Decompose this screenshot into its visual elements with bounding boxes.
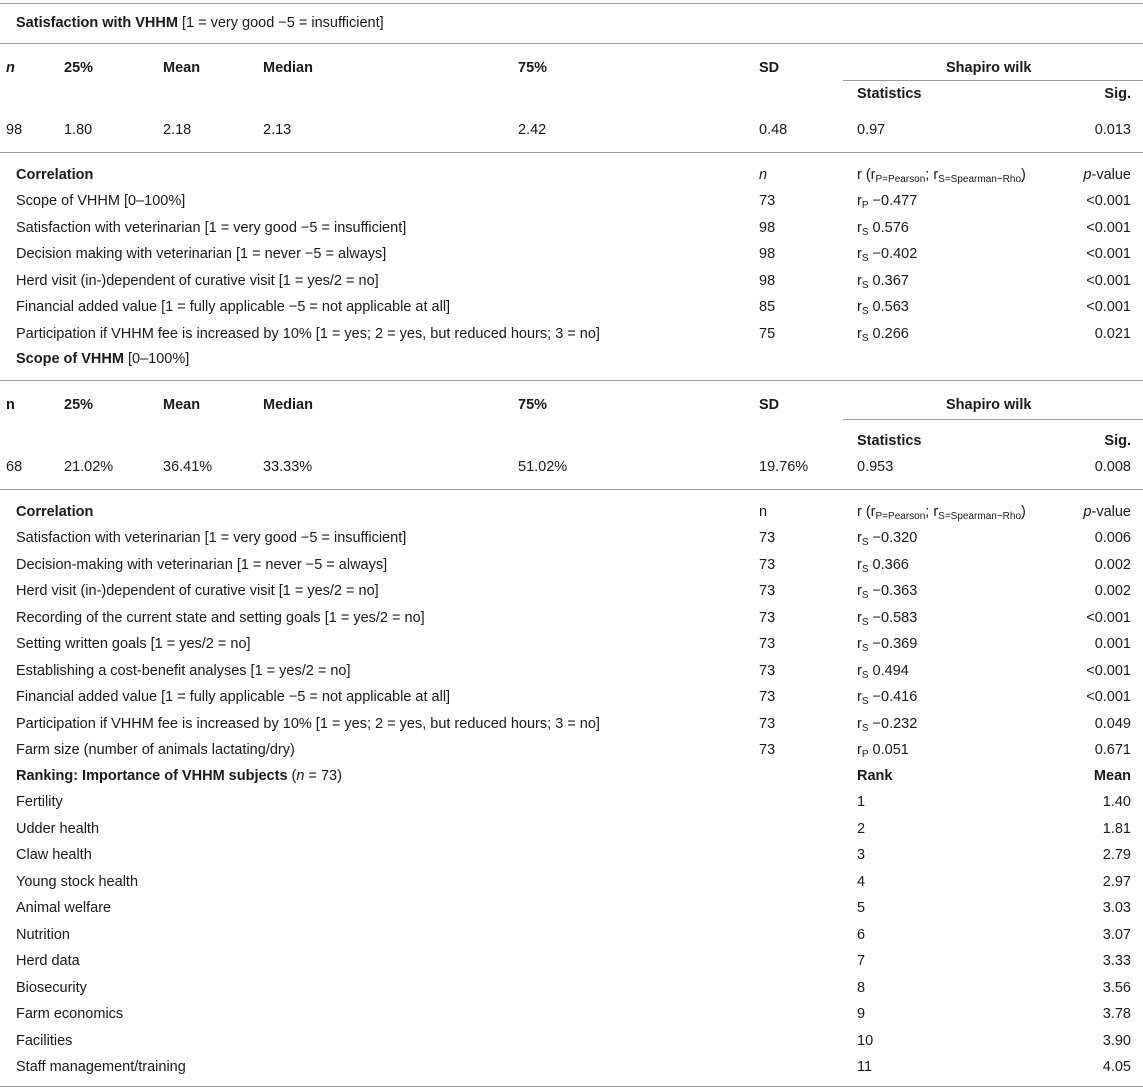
correlation-row-label: Decision-making with veterinarian [1 = never −5 = always] xyxy=(16,556,388,573)
section2-value-sig: 0.008 xyxy=(1094,459,1131,475)
correlation-row-r: $r_S$ 0.366 xyxy=(857,556,909,575)
section1-correlation-n-header: n xyxy=(759,167,768,183)
correlation-row-p: 0.049 xyxy=(1094,715,1131,732)
correlation-row-p: 0.006 xyxy=(1094,530,1131,546)
section2-header-shapiro: Shapiro wilk xyxy=(946,397,1032,413)
ranking-row-mean: 3.03 xyxy=(1102,900,1131,916)
section2-header-median: Median xyxy=(263,397,313,413)
correlation-row-label: Herd visit (in-)dependent of curative visit [1 = yes/2 = no] xyxy=(16,583,379,599)
ranking-row-rank: 4 xyxy=(857,873,866,890)
ranking-mean-header: Mean xyxy=(1093,768,1131,784)
correlation-row-p: <0.001 xyxy=(1086,609,1131,626)
section2-header-sig: Sig. xyxy=(1104,433,1131,449)
correlation-row-n: 98 xyxy=(759,246,776,262)
ranking-row-mean: 3.56 xyxy=(1102,979,1131,996)
correlation-row-n: 98 xyxy=(759,272,776,289)
section1-value-p75: 2.42 xyxy=(518,122,547,138)
correlation-row-n: 73 xyxy=(759,530,776,546)
section2-title: Scope of VHHM xyxy=(16,351,124,367)
correlation-row-r: $r_S -0.416$ xyxy=(857,689,918,707)
correlation-row-r: $r_S$ 0.367 xyxy=(857,272,909,291)
correlation-row-p: <0.001 xyxy=(1086,193,1131,209)
section1-header-statistics: Statistics xyxy=(857,86,922,102)
section1-header-shapiro: Shapiro wilk xyxy=(946,60,1032,76)
rule-bottom xyxy=(0,1086,1143,1087)
correlation-row-r: $r_S -0.320$ xyxy=(857,530,918,548)
correlation-row-n: 73 xyxy=(759,636,776,652)
correlation-row-r: $r_S -0.583$ xyxy=(857,609,918,628)
section1-value-statistics: 0.97 xyxy=(857,122,886,138)
correlation-row-r: $r_P$ 0.051 xyxy=(857,742,909,760)
correlation-row-p: 0.002 xyxy=(1094,556,1131,573)
rule-shapiro xyxy=(843,80,1143,81)
section1-title-line xyxy=(16,14,384,32)
section2-header-sd: SD xyxy=(759,397,780,413)
section1-value-median: 2.13 xyxy=(263,122,292,138)
ranking-rank-header: Rank xyxy=(857,768,893,784)
section1-value-sd: 0.48 xyxy=(759,122,788,138)
correlation-row-label: Financial added value [1 = fully applicable −5 = not applicable at all] xyxy=(16,689,451,705)
section2-title-line xyxy=(16,350,189,368)
correlation-row-label: Financial added value [1 = fully applicable −5 = not applicable at all] xyxy=(16,299,451,315)
ranking-row-mean: 4.05 xyxy=(1102,1059,1131,1075)
section1-value-p25: 1.80 xyxy=(64,122,93,138)
ranking-row-rank: 6 xyxy=(857,926,866,943)
ranking-row-rank: 8 xyxy=(857,979,866,996)
correlation-row-p: <0.001 xyxy=(1086,662,1131,679)
correlation-row-n: 85 xyxy=(759,299,776,315)
ranking-row-mean: 3.90 xyxy=(1102,1032,1131,1049)
section2-value-statistics: 0.953 xyxy=(857,459,894,475)
correlation-row-label: Participation if VHHM fee is increased by 10% [1 = yes; 2 = yes, but reduced hours; 3 = no] xyxy=(16,715,600,732)
correlation-row-n: 98 xyxy=(759,219,776,236)
ranking-row-rank: 2 xyxy=(857,820,866,837)
ranking-row-label: Udder health xyxy=(16,820,100,837)
correlation-row-label: Recording of the current state and setting goals [1 = yes/2 = no] xyxy=(16,609,425,626)
correlation-row-r: $r_S$ 0.494 xyxy=(857,662,909,681)
ranking-row-label: Animal welfare xyxy=(16,900,112,916)
section2-value-p25: 21.02% xyxy=(64,459,114,475)
correlation-row-p: 0.002 xyxy=(1094,583,1131,599)
ranking-row-mean: 3.78 xyxy=(1102,1006,1131,1022)
ranking-title: Ranking: Importance of VHHM subjects xyxy=(16,768,288,784)
section1-header-median: Median xyxy=(263,60,313,76)
section1-header-p75: 75% xyxy=(518,60,548,76)
correlation-row-p: 0.671 xyxy=(1094,742,1131,758)
rule-top xyxy=(0,3,1143,4)
section1-correlation-label: Correlation xyxy=(16,167,94,183)
ranking-row-label: Herd data xyxy=(16,953,80,969)
ranking-row-label: Biosecurity xyxy=(16,979,87,996)
section2-correlation-n-header: n xyxy=(759,504,768,520)
ranking-row-label: Young stock health xyxy=(16,873,139,890)
correlation-row-n: 73 xyxy=(759,742,776,758)
correlation-row-p: <0.001 xyxy=(1086,272,1131,289)
correlation-row-label: Farm size (number of animals lactating/dry) xyxy=(16,742,295,758)
correlation-row-r: $r_P -0.477$ xyxy=(857,193,918,211)
correlation-row-n: 73 xyxy=(759,609,776,626)
rule xyxy=(0,152,1143,153)
correlation-row-n: 73 xyxy=(759,583,776,599)
correlation-row-r: $r_S -0.369$ xyxy=(857,636,918,654)
ranking-row-label: Claw health xyxy=(16,847,92,863)
rule xyxy=(0,43,1143,44)
correlation-row-r: $r_S -0.363$ xyxy=(857,583,918,601)
correlation-row-n: 73 xyxy=(759,715,776,732)
correlation-row-r: $r_S$ 0.563 xyxy=(857,299,909,317)
ranking-row-rank: 7 xyxy=(857,953,866,969)
ranking-row-mean: 1.40 xyxy=(1102,794,1131,810)
correlation-row-n: 73 xyxy=(759,689,776,705)
section2-header-n: n xyxy=(6,397,15,413)
correlation-row-n: 75 xyxy=(759,325,776,342)
rule xyxy=(0,489,1143,490)
rule xyxy=(0,380,1143,381)
ranking-row-mean: 3.07 xyxy=(1102,926,1131,943)
section2-value-median: 33.33% xyxy=(263,459,313,475)
section2-correlation-r-header: r ($r_{P=Pearson}$; $r_{S=Spearman-Rho}$) xyxy=(857,504,1026,522)
ranking-row-label: Facilities xyxy=(16,1032,73,1049)
section2-header-p75: 75% xyxy=(518,397,548,413)
section1-header-mean: Mean xyxy=(163,60,201,76)
section1-header-sig: Sig. xyxy=(1104,86,1131,102)
ranking-row-label: Farm economics xyxy=(16,1006,124,1022)
correlation-row-n: 73 xyxy=(759,193,776,209)
correlation-row-p: <0.001 xyxy=(1086,689,1131,705)
ranking-row-rank: 11 xyxy=(857,1059,873,1075)
section1-value-sig: 0.013 xyxy=(1094,122,1131,138)
ranking-title-line: Ranking: Importance of VHHM subjects (n = 73) xyxy=(16,768,342,784)
section2-header-mean: Mean xyxy=(163,397,201,413)
ranking-row-rank: 3 xyxy=(857,847,866,863)
correlation-row-n: 73 xyxy=(759,662,776,679)
ranking-row-rank: 10 xyxy=(857,1032,874,1049)
correlation-row-label: Participation if VHHM fee is increased by 10% [1 = yes; 2 = yes, but reduced hours; 3 = no] xyxy=(16,325,600,342)
section2-scale: [0–100%] xyxy=(127,351,190,367)
section1-value-n: 98 xyxy=(6,122,23,138)
section1-header-p25: 25% xyxy=(64,60,94,76)
rule-shapiro xyxy=(843,419,1143,420)
section1-correlation-p-header: p-value xyxy=(1083,167,1131,183)
section2-header-statistics: Statistics xyxy=(857,433,922,449)
section2-correlation-p-header: p-value xyxy=(1083,504,1131,520)
ranking-row-rank: 9 xyxy=(857,1006,866,1022)
correlation-row-label: Satisfaction with veterinarian [1 = very good −5 = insufficient] xyxy=(16,530,407,546)
ranking-row-rank: 1 xyxy=(857,794,866,810)
section1-header-n: n xyxy=(6,60,15,76)
correlation-row-p: <0.001 xyxy=(1086,219,1131,236)
ranking-row-mean: 1.81 xyxy=(1102,820,1131,837)
correlation-row-r: $r_S$ 0.266 xyxy=(857,325,909,344)
correlation-row-label: Scope of VHHM [0–100%] xyxy=(16,193,186,209)
ranking-row-label: Nutrition xyxy=(16,926,70,943)
section2-header-p25: 25% xyxy=(64,397,94,413)
ranking-row-mean: 2.97 xyxy=(1102,873,1131,890)
section1-correlation-r-header: r ($r_{P=Pearson}$; $r_{S=Spearman-Rho}$) xyxy=(857,167,1026,185)
correlation-row-p: 0.021 xyxy=(1094,325,1131,342)
ranking-row-rank: 5 xyxy=(857,900,866,916)
ranking-row-mean: 3.33 xyxy=(1102,953,1131,969)
correlation-row-label: Establishing a cost-benefit analyses [1 = yes/2 = no] xyxy=(16,662,351,679)
section1-scale: [1 = very good −5 = insufficient] xyxy=(181,15,384,31)
section2-value-p75: 51.02% xyxy=(518,459,568,475)
correlation-row-r: $r_S$ 0.576 xyxy=(857,219,909,238)
section2-value-sd: 19.76% xyxy=(759,459,809,475)
correlation-row-n: 73 xyxy=(759,556,776,573)
ranking-row-label: Fertility xyxy=(16,794,63,810)
correlation-row-label: Setting written goals [1 = yes/2 = no] xyxy=(16,636,251,652)
section1-header-sd: SD xyxy=(759,60,780,76)
correlation-row-p: <0.001 xyxy=(1086,299,1131,315)
section1-value-mean: 2.18 xyxy=(163,122,192,138)
section2-correlation-label: Correlation xyxy=(16,504,94,520)
section1-title: Satisfaction with VHHM xyxy=(16,15,178,31)
correlation-row-label: Herd visit (in-)dependent of curative visit [1 = yes/2 = no] xyxy=(16,272,379,289)
correlation-row-label: Decision making with veterinarian [1 = never −5 = always] xyxy=(16,246,387,262)
correlation-row-p: 0.001 xyxy=(1094,636,1131,652)
section2-value-n: 68 xyxy=(6,459,23,475)
correlation-row-p: <0.001 xyxy=(1086,246,1131,262)
correlation-row-r: $r_S -0.402$ xyxy=(857,246,918,264)
ranking-row-label: Staff management/training xyxy=(16,1059,186,1075)
correlation-row-label: Satisfaction with veterinarian [1 = very good −5 = insufficient] xyxy=(16,219,407,236)
ranking-row-mean: 2.79 xyxy=(1102,847,1131,863)
correlation-row-r: $r_S -0.232$ xyxy=(857,715,918,734)
section2-value-mean: 36.41% xyxy=(163,459,213,475)
